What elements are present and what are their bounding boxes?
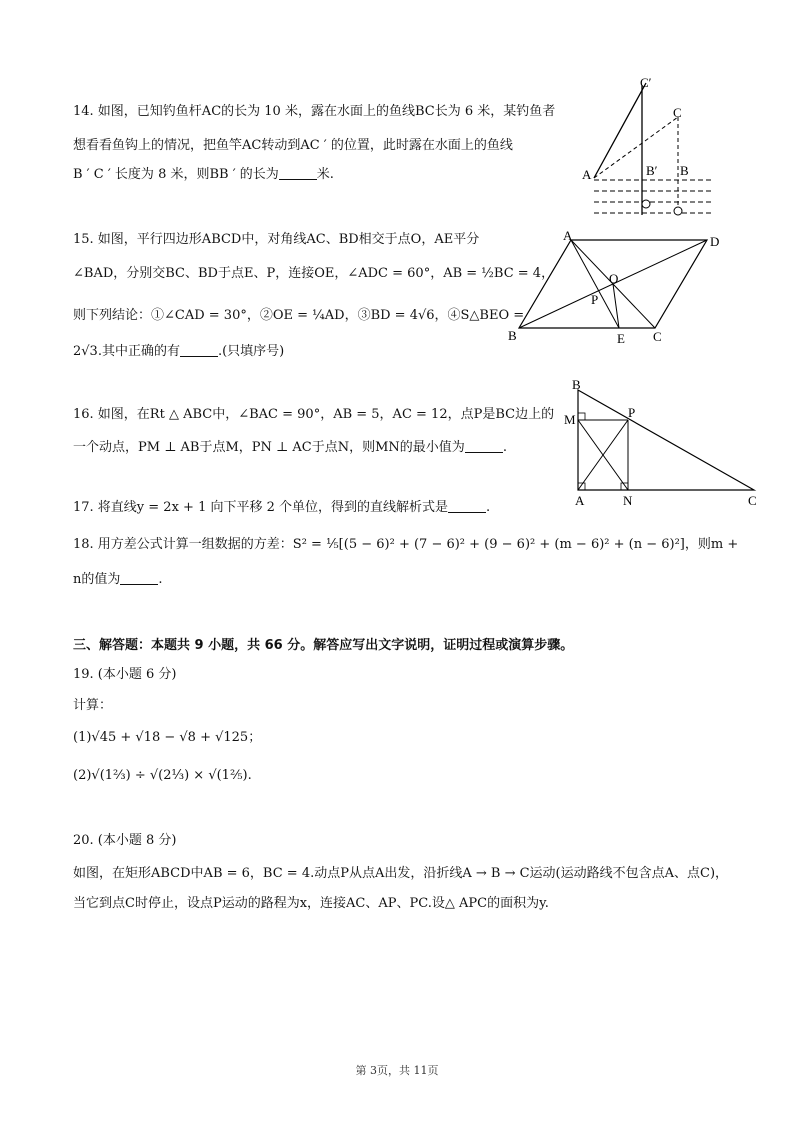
answer-blank [448, 498, 486, 513]
q14-figure [580, 75, 720, 220]
q14-label-c1: C′ [640, 75, 652, 90]
q15-label-a: A [563, 228, 573, 243]
q16-label-m: M [564, 412, 576, 427]
page-footer: 第 3页，共 11页 [355, 1064, 439, 1077]
q15-line2: ∠BAD，分别交BC、BD于点E、P，连接OE，∠ADC = 60°，AB = ½BC = 4， [73, 266, 555, 281]
q15-line4 [73, 342, 284, 362]
answer-blank [120, 570, 158, 585]
q15-line3: 则下列结论：①∠CAD = 30°，②OE = ¼AD，③BD = 4√6，④S△BEO = [73, 308, 525, 323]
q19-calc: 计算： [73, 698, 113, 713]
answer-blank [279, 165, 317, 180]
q15-line4-text: 2√3.其中正确的有 [73, 344, 180, 359]
q14-label-a: A [582, 167, 592, 182]
q15-label-p: P [591, 292, 599, 307]
q14-line1: 14. 如图，已知钓鱼杆AC的长为 10 米，露在水面上的鱼线BC长为 6 米，某钓鱼者 [73, 104, 556, 119]
q14-label-b: B [680, 163, 689, 178]
q15-label-e: E [617, 331, 625, 346]
q19-head: 19. (本小题 6 分) [73, 667, 177, 682]
answer-blank [465, 438, 503, 453]
q16-figure [562, 376, 762, 510]
q16-label-c: C [748, 493, 757, 508]
q15-line1: 15. 如图，平行四边形ABCD中，对角线AC、BD相交于点O，AE平分 [73, 232, 480, 247]
q18-line2-end: . [158, 572, 163, 587]
q20-head: 20. (本小题 8 分) [73, 833, 177, 848]
q15-label-c: C [653, 329, 662, 344]
q15-figure [505, 228, 730, 348]
q18-line2-text: n的值为 [73, 572, 121, 587]
q19-part2: (2)√(1⅔) ÷ √(2⅓) × √(1⅖). [73, 768, 252, 783]
q15-label-b: B [508, 328, 517, 343]
q19-part1: (1)√45 + √18 − √8 + √125； [73, 730, 262, 745]
q14-line3 [73, 165, 334, 185]
q16-label-p: P [628, 405, 636, 420]
q20-line1: 如图，在矩形ABCD中AB = 6，BC = 4.动点P从点A出发，沿折线A → B → C运动(运动路线不包含点A、点C)， [73, 866, 729, 881]
q17-line1 [73, 498, 490, 518]
q18-line1: 18. 用方差公式计算一组数据的方差：S² = ⅕[(5 − 6)² + (7 − 6)² + (9 − 6)² + (m − 6)² + (n − 6)²]，则m + [73, 537, 739, 552]
q16-label-a: A [575, 493, 585, 508]
q20-line2: 当它到点C时停止，设点P运动的路程为x，连接AC、AP、PC.设△ APC的面积为y. [73, 896, 549, 911]
q14-line3-text: B ′ C ′ 长度为 8 米，则BB ′ 的长为 [73, 167, 279, 182]
q14-label-c: C [673, 105, 682, 120]
q14-line2: 想看看鱼钩上的情况，把鱼竿AC转动到AC ′ 的位置，此时露在水面上的鱼线 [73, 138, 513, 153]
q16-label-b: B [572, 377, 581, 392]
q16-line2-end: . [502, 440, 507, 455]
q15-label-o: O [609, 271, 619, 286]
q16-line1: 16. 如图，在Rt △ ABC中，∠BAC = 90°，AB = 5，AC = 12，点P是BC边上的 [73, 407, 555, 422]
answer-blank [180, 342, 218, 357]
q14-label-b1: B′ [646, 163, 658, 178]
q16-line2 [73, 438, 507, 458]
q18-line2 [73, 570, 163, 590]
q17-end: . [486, 500, 491, 515]
q16-line2-text: 一个动点，PM ⊥ AB于点M，PN ⊥ AC于点N，则MN的最小值为 [73, 440, 465, 455]
q14-line3-end: 米. [316, 167, 334, 182]
q16-label-n: N [623, 493, 633, 508]
q17-text: 17. 将直线y = 2x + 1 向下平移 2 个单位，得到的直线解析式是 [73, 500, 449, 515]
q15-line4-end: .(只填序号) [217, 344, 285, 359]
section-heading: 三、解答题：本题共 9 小题，共 66 分。解答应写出文字说明，证明过程或演算步骤。 [73, 638, 574, 653]
q15-label-d: D [710, 234, 720, 249]
